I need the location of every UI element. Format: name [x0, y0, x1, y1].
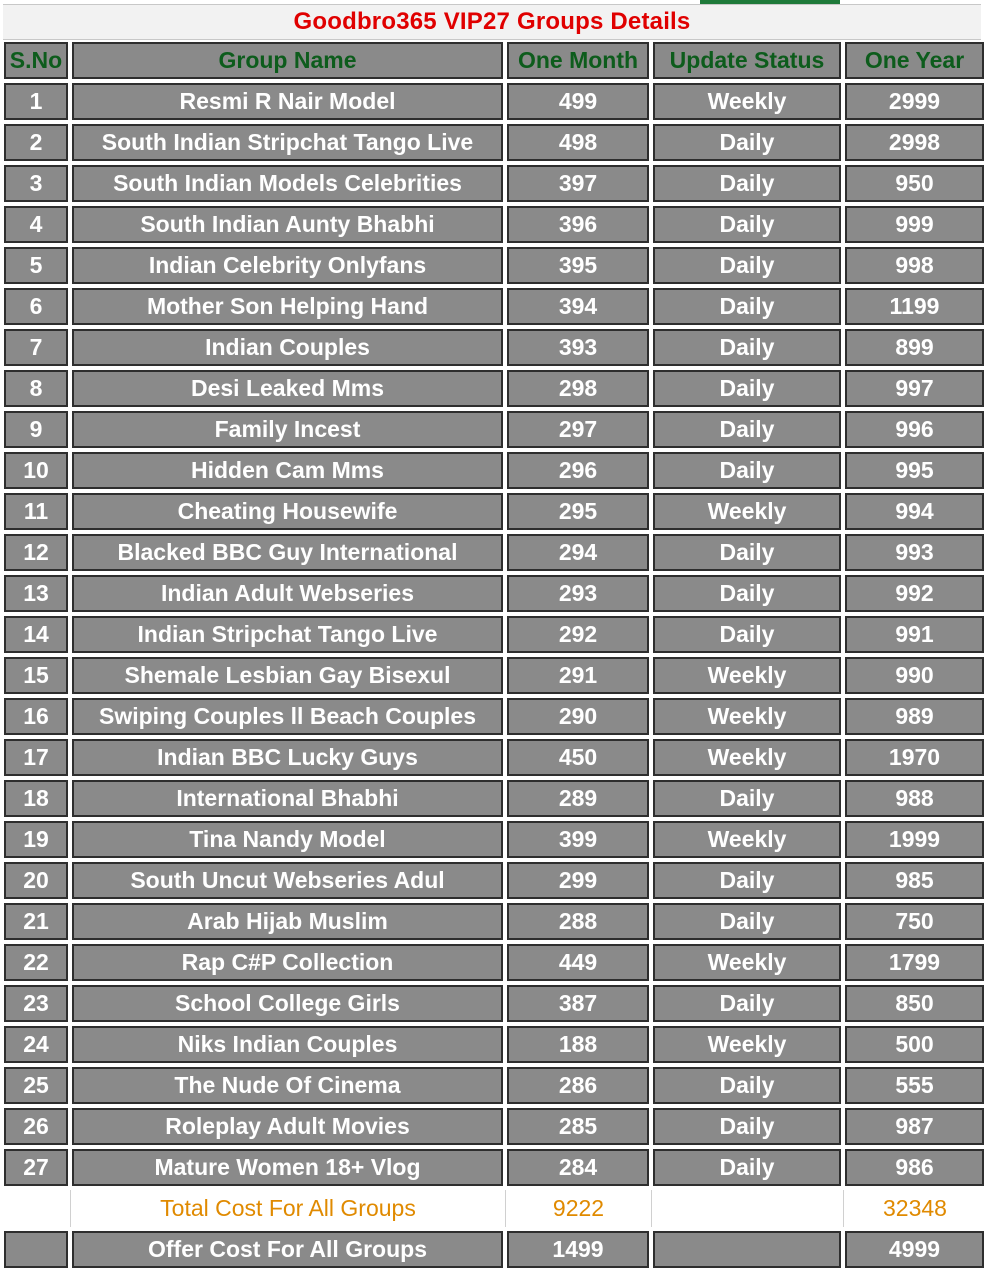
cell-sno: 12: [4, 534, 68, 571]
table-row: [2, 983, 986, 1024]
header-sno: S.No: [4, 42, 68, 79]
table-row: [2, 655, 986, 696]
cell-update-status: Daily: [653, 1149, 841, 1186]
cell-group-name: South Indian Models Celebrities: [72, 165, 503, 202]
cell-sno: 20: [4, 862, 68, 899]
cell-one-month: 298: [507, 370, 649, 407]
cell-one-year: 2998: [845, 124, 984, 161]
cell-sno: 19: [4, 821, 68, 858]
cell-one-year: 1199: [845, 288, 984, 325]
cell-group-name: Mature Women 18+ Vlog: [72, 1149, 503, 1186]
total-row: [2, 1188, 986, 1229]
cell-sno: 14: [4, 616, 68, 653]
cell-one-year: 850: [845, 985, 984, 1022]
header-one-month: One Month: [507, 42, 649, 79]
cell-sno: 15: [4, 657, 68, 694]
table-row: [2, 450, 986, 491]
cell-one-year: 994: [845, 493, 984, 530]
cell-one-month: 450: [507, 739, 649, 776]
cell-one-year: 555: [845, 1067, 984, 1104]
cell-group-name: Hidden Cam Mms: [72, 452, 503, 489]
cell-update-status: Daily: [653, 165, 841, 202]
cell-update-status: Daily: [653, 124, 841, 161]
cell-group-name: Arab Hijab Muslim: [72, 903, 503, 940]
cell-update-status: Weekly: [653, 739, 841, 776]
cell-one-month: 291: [507, 657, 649, 694]
cell-update-status: Daily: [653, 985, 841, 1022]
cell-group-name: School College Girls: [72, 985, 503, 1022]
cell-sno: 23: [4, 985, 68, 1022]
cell-update-status: Daily: [653, 534, 841, 571]
cell-one-year: 750: [845, 903, 984, 940]
cell-group-name: Shemale Lesbian Gay Bisexul: [72, 657, 503, 694]
header-row: [2, 40, 986, 81]
cell-sno: 25: [4, 1067, 68, 1104]
table-body: [2, 81, 986, 1188]
cell-sno: 2: [4, 124, 68, 161]
cell-group-name: Niks Indian Couples: [72, 1026, 503, 1063]
table-row: [2, 1106, 986, 1147]
cell-one-month: 296: [507, 452, 649, 489]
cell-one-month: 387: [507, 985, 649, 1022]
cell-one-year: 1970: [845, 739, 984, 776]
cell-update-status: Daily: [653, 862, 841, 899]
cell-one-month: 394: [507, 288, 649, 325]
cell-one-year: 995: [845, 452, 984, 489]
total-empty-cell: [2, 1190, 70, 1227]
table-row: [2, 737, 986, 778]
cell-sno: 4: [4, 206, 68, 243]
total-label: Total Cost For All Groups: [70, 1190, 505, 1227]
cell-update-status: Daily: [653, 411, 841, 448]
table-row: [2, 778, 986, 819]
cell-update-status: Daily: [653, 575, 841, 612]
table-row: [2, 368, 986, 409]
cell-update-status: Weekly: [653, 657, 841, 694]
table-row: [2, 860, 986, 901]
cell-one-year: 990: [845, 657, 984, 694]
cell-group-name: Indian Stripchat Tango Live: [72, 616, 503, 653]
table-row: [2, 327, 986, 368]
offer-one-year: 4999: [845, 1231, 984, 1268]
cell-group-name: South Indian Aunty Bhabhi: [72, 206, 503, 243]
title-bar: [3, 4, 981, 40]
table-row: [2, 163, 986, 204]
cell-update-status: Daily: [653, 1067, 841, 1104]
table-row: [2, 614, 986, 655]
table-row: [2, 1024, 986, 1065]
cell-sno: 17: [4, 739, 68, 776]
cell-group-name: Roleplay Adult Movies: [72, 1108, 503, 1145]
cell-sno: 22: [4, 944, 68, 981]
total-status-empty: [651, 1190, 843, 1227]
cell-update-status: Daily: [653, 903, 841, 940]
cell-one-year: 989: [845, 698, 984, 735]
cell-update-status: Daily: [653, 247, 841, 284]
total-one-month: 9222: [505, 1190, 651, 1227]
total-one-year: 32348: [843, 1190, 986, 1227]
table-row: [2, 245, 986, 286]
cell-group-name: Tina Nandy Model: [72, 821, 503, 858]
offer-empty-cell: [4, 1231, 68, 1268]
cell-one-year: 950: [845, 165, 984, 202]
cell-update-status: Daily: [653, 206, 841, 243]
cell-sno: 6: [4, 288, 68, 325]
cell-sno: 11: [4, 493, 68, 530]
table-row: [2, 819, 986, 860]
cell-one-year: 997: [845, 370, 984, 407]
cell-one-month: 292: [507, 616, 649, 653]
cell-one-month: 297: [507, 411, 649, 448]
cell-sno: 9: [4, 411, 68, 448]
table-row: [2, 491, 986, 532]
table-row: [2, 1065, 986, 1106]
cell-one-year: 985: [845, 862, 984, 899]
cell-update-status: Daily: [653, 370, 841, 407]
table-row: [2, 573, 986, 614]
cell-one-month: 290: [507, 698, 649, 735]
cell-update-status: Weekly: [653, 1026, 841, 1063]
cell-one-month: 498: [507, 124, 649, 161]
cell-update-status: Daily: [653, 780, 841, 817]
cell-one-month: 293: [507, 575, 649, 612]
cell-one-year: 1799: [845, 944, 984, 981]
cell-one-month: 294: [507, 534, 649, 571]
cell-one-month: 188: [507, 1026, 649, 1063]
cell-sno: 3: [4, 165, 68, 202]
cell-one-month: 396: [507, 206, 649, 243]
cell-update-status: Weekly: [653, 944, 841, 981]
cell-update-status: Daily: [653, 452, 841, 489]
header-one-year: One Year: [845, 42, 984, 79]
cell-group-name: International Bhabhi: [72, 780, 503, 817]
cell-one-year: 1999: [845, 821, 984, 858]
cell-group-name: Indian Couples: [72, 329, 503, 366]
table-row: [2, 1147, 986, 1188]
table-row: [2, 81, 986, 122]
cell-one-month: 299: [507, 862, 649, 899]
cell-update-status: Daily: [653, 1108, 841, 1145]
cell-one-year: 500: [845, 1026, 984, 1063]
offer-label: Offer Cost For All Groups: [72, 1231, 503, 1268]
cell-group-name: Cheating Housewife: [72, 493, 503, 530]
cell-group-name: Blacked BBC Guy International: [72, 534, 503, 571]
cell-one-year: 987: [845, 1108, 984, 1145]
cell-one-year: 993: [845, 534, 984, 571]
cell-sno: 13: [4, 575, 68, 612]
cell-group-name: Desi Leaked Mms: [72, 370, 503, 407]
cell-group-name: South Uncut Webseries Adul: [72, 862, 503, 899]
cell-update-status: Daily: [653, 329, 841, 366]
groups-table: [2, 40, 986, 1270]
cell-group-name: Indian Adult Webseries: [72, 575, 503, 612]
offer-row: [2, 1229, 986, 1270]
cell-one-year: 986: [845, 1149, 984, 1186]
cell-sno: 1: [4, 83, 68, 120]
cell-group-name: Mother Son Helping Hand: [72, 288, 503, 325]
cell-group-name: The Nude Of Cinema: [72, 1067, 503, 1104]
table-row: [2, 286, 986, 327]
cell-one-year: 999: [845, 206, 984, 243]
table-row: [2, 122, 986, 163]
header-update-status: Update Status: [653, 42, 841, 79]
cell-one-month: 397: [507, 165, 649, 202]
cell-update-status: Weekly: [653, 698, 841, 735]
cell-sno: 18: [4, 780, 68, 817]
cell-one-month: 393: [507, 329, 649, 366]
cell-update-status: Weekly: [653, 83, 841, 120]
cell-sno: 27: [4, 1149, 68, 1186]
table-row: [2, 696, 986, 737]
cell-one-month: 288: [507, 903, 649, 940]
cell-group-name: Family Incest: [72, 411, 503, 448]
cell-one-year: 996: [845, 411, 984, 448]
cell-one-month: 449: [507, 944, 649, 981]
cell-one-year: 998: [845, 247, 984, 284]
cell-sno: 8: [4, 370, 68, 407]
cell-group-name: Resmi R Nair Model: [72, 83, 503, 120]
table-row: [2, 901, 986, 942]
cell-group-name: Rap C#P Collection: [72, 944, 503, 981]
cell-one-month: 399: [507, 821, 649, 858]
offer-one-month: 1499: [507, 1231, 649, 1268]
cell-one-month: 499: [507, 83, 649, 120]
cell-one-year: 991: [845, 616, 984, 653]
cell-one-month: 286: [507, 1067, 649, 1104]
cell-group-name: Indian BBC Lucky Guys: [72, 739, 503, 776]
cell-sno: 10: [4, 452, 68, 489]
cell-sno: 24: [4, 1026, 68, 1063]
cell-one-year: 988: [845, 780, 984, 817]
cell-one-year: 899: [845, 329, 984, 366]
table-row: [2, 532, 986, 573]
page-title: Goodbro365 VIP27 Groups Details: [293, 8, 691, 35]
cell-one-month: 285: [507, 1108, 649, 1145]
cell-update-status: Weekly: [653, 821, 841, 858]
cell-one-year: 992: [845, 575, 984, 612]
cell-group-name: Indian Celebrity Onlyfans: [72, 247, 503, 284]
cell-sno: 16: [4, 698, 68, 735]
cell-sno: 7: [4, 329, 68, 366]
cell-group-name: Swiping Couples ll Beach Couples: [72, 698, 503, 735]
cell-sno: 21: [4, 903, 68, 940]
cell-sno: 26: [4, 1108, 68, 1145]
cell-one-month: 289: [507, 780, 649, 817]
cell-one-year: 2999: [845, 83, 984, 120]
table-row: [2, 204, 986, 245]
cell-update-status: Weekly: [653, 493, 841, 530]
table-row: [2, 942, 986, 983]
cell-one-month: 395: [507, 247, 649, 284]
cell-one-month: 295: [507, 493, 649, 530]
cell-group-name: South Indian Stripchat Tango Live: [72, 124, 503, 161]
header-group-name: Group Name: [72, 42, 503, 79]
table-row: [2, 409, 986, 450]
offer-status-empty: [653, 1231, 841, 1268]
cell-update-status: Daily: [653, 288, 841, 325]
cell-update-status: Daily: [653, 616, 841, 653]
cell-sno: 5: [4, 247, 68, 284]
cell-one-month: 284: [507, 1149, 649, 1186]
